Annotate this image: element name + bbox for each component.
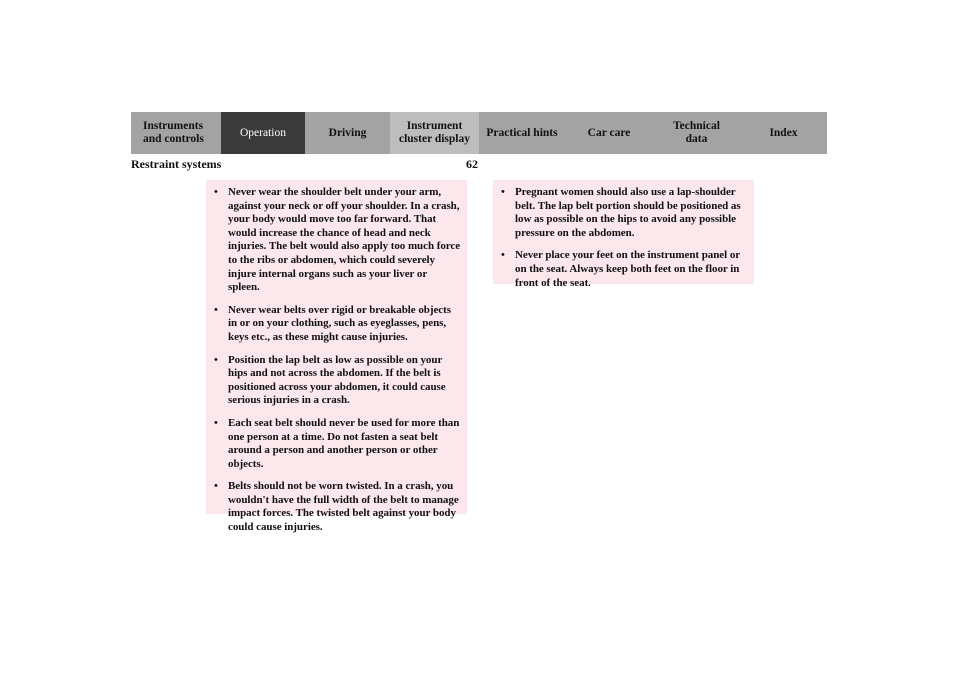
list-item-text: Position the lap belt as low as possible on your hips and not across the abdomen. If the belt is positioned across your abdomen, it could cause serious injuries in a crash. xyxy=(228,353,446,407)
tab-instruments-and-controls[interactable]: Instruments and controls xyxy=(131,112,221,154)
bullet-icon: • xyxy=(214,480,218,493)
tab-instrument-cluster-display[interactable]: Instrument cluster display xyxy=(390,112,479,154)
bullet-icon: • xyxy=(214,186,218,198)
warning-box-right xyxy=(493,180,754,289)
list-item-text: Never place your feet on the instrument panel or on the seat. Always keep both feet on the floor in front of the seat. xyxy=(515,249,740,289)
list-item xyxy=(214,186,461,295)
tab-technical-data[interactable]: Technical data xyxy=(653,112,740,154)
bullet-icon: • xyxy=(501,186,505,198)
list-item xyxy=(214,304,461,345)
list-item xyxy=(501,249,748,290)
section-title: Restraint systems xyxy=(131,157,222,171)
list-item xyxy=(214,354,461,408)
tab-driving[interactable]: Driving xyxy=(305,112,390,154)
chapter-nav xyxy=(131,112,827,154)
list-item-text: Never wear belts over rigid or breakable objects in or on your clothing, such as eyeglasses, pens, keys etc., as these might cause injuries. xyxy=(228,303,451,343)
list-item xyxy=(214,417,461,471)
warning-box-left xyxy=(206,180,467,534)
list-item-text: Never wear the shoulder belt under your arm, against your neck or off your shoulder. In a crash, your body would move too far forward. That would increase the chance of head and neck injuries. The belt would also apply too much force to the ribs or abdomen, which could severely injure internal organs such as your liver or spleen. xyxy=(228,186,461,294)
bullet-icon: • xyxy=(214,303,218,316)
bullet-icon: • xyxy=(214,416,218,429)
tab-operation[interactable]: Operation xyxy=(221,112,305,154)
list-item xyxy=(501,186,748,240)
list-item-text: Belts should not be worn twisted. In a crash, you wouldn't have the full width of the belt to manage impact forces. The twisted belt against your body could cause injuries. xyxy=(228,480,459,534)
tab-car-care[interactable]: Car care xyxy=(565,112,653,154)
bullet-list xyxy=(501,186,748,290)
list-item-text: Each seat belt should never be used for more than one person at a time. Do not fasten a seat belt around a person and another person or other objects. xyxy=(228,416,460,470)
tab-practical-hints[interactable]: Practical hints xyxy=(479,112,565,154)
list-item-text: Pregnant women should also use a lap-shoulder belt. The lap belt portion should be positioned as low as possible on the hips to avoid any possible pressure on the abdomen. xyxy=(515,186,741,239)
bullet-icon: • xyxy=(501,249,505,262)
page-number: 62 xyxy=(466,157,478,171)
tab-index[interactable]: Index xyxy=(740,112,827,154)
list-item xyxy=(214,480,461,534)
bullet-icon: • xyxy=(214,353,218,366)
bullet-list xyxy=(214,186,461,535)
